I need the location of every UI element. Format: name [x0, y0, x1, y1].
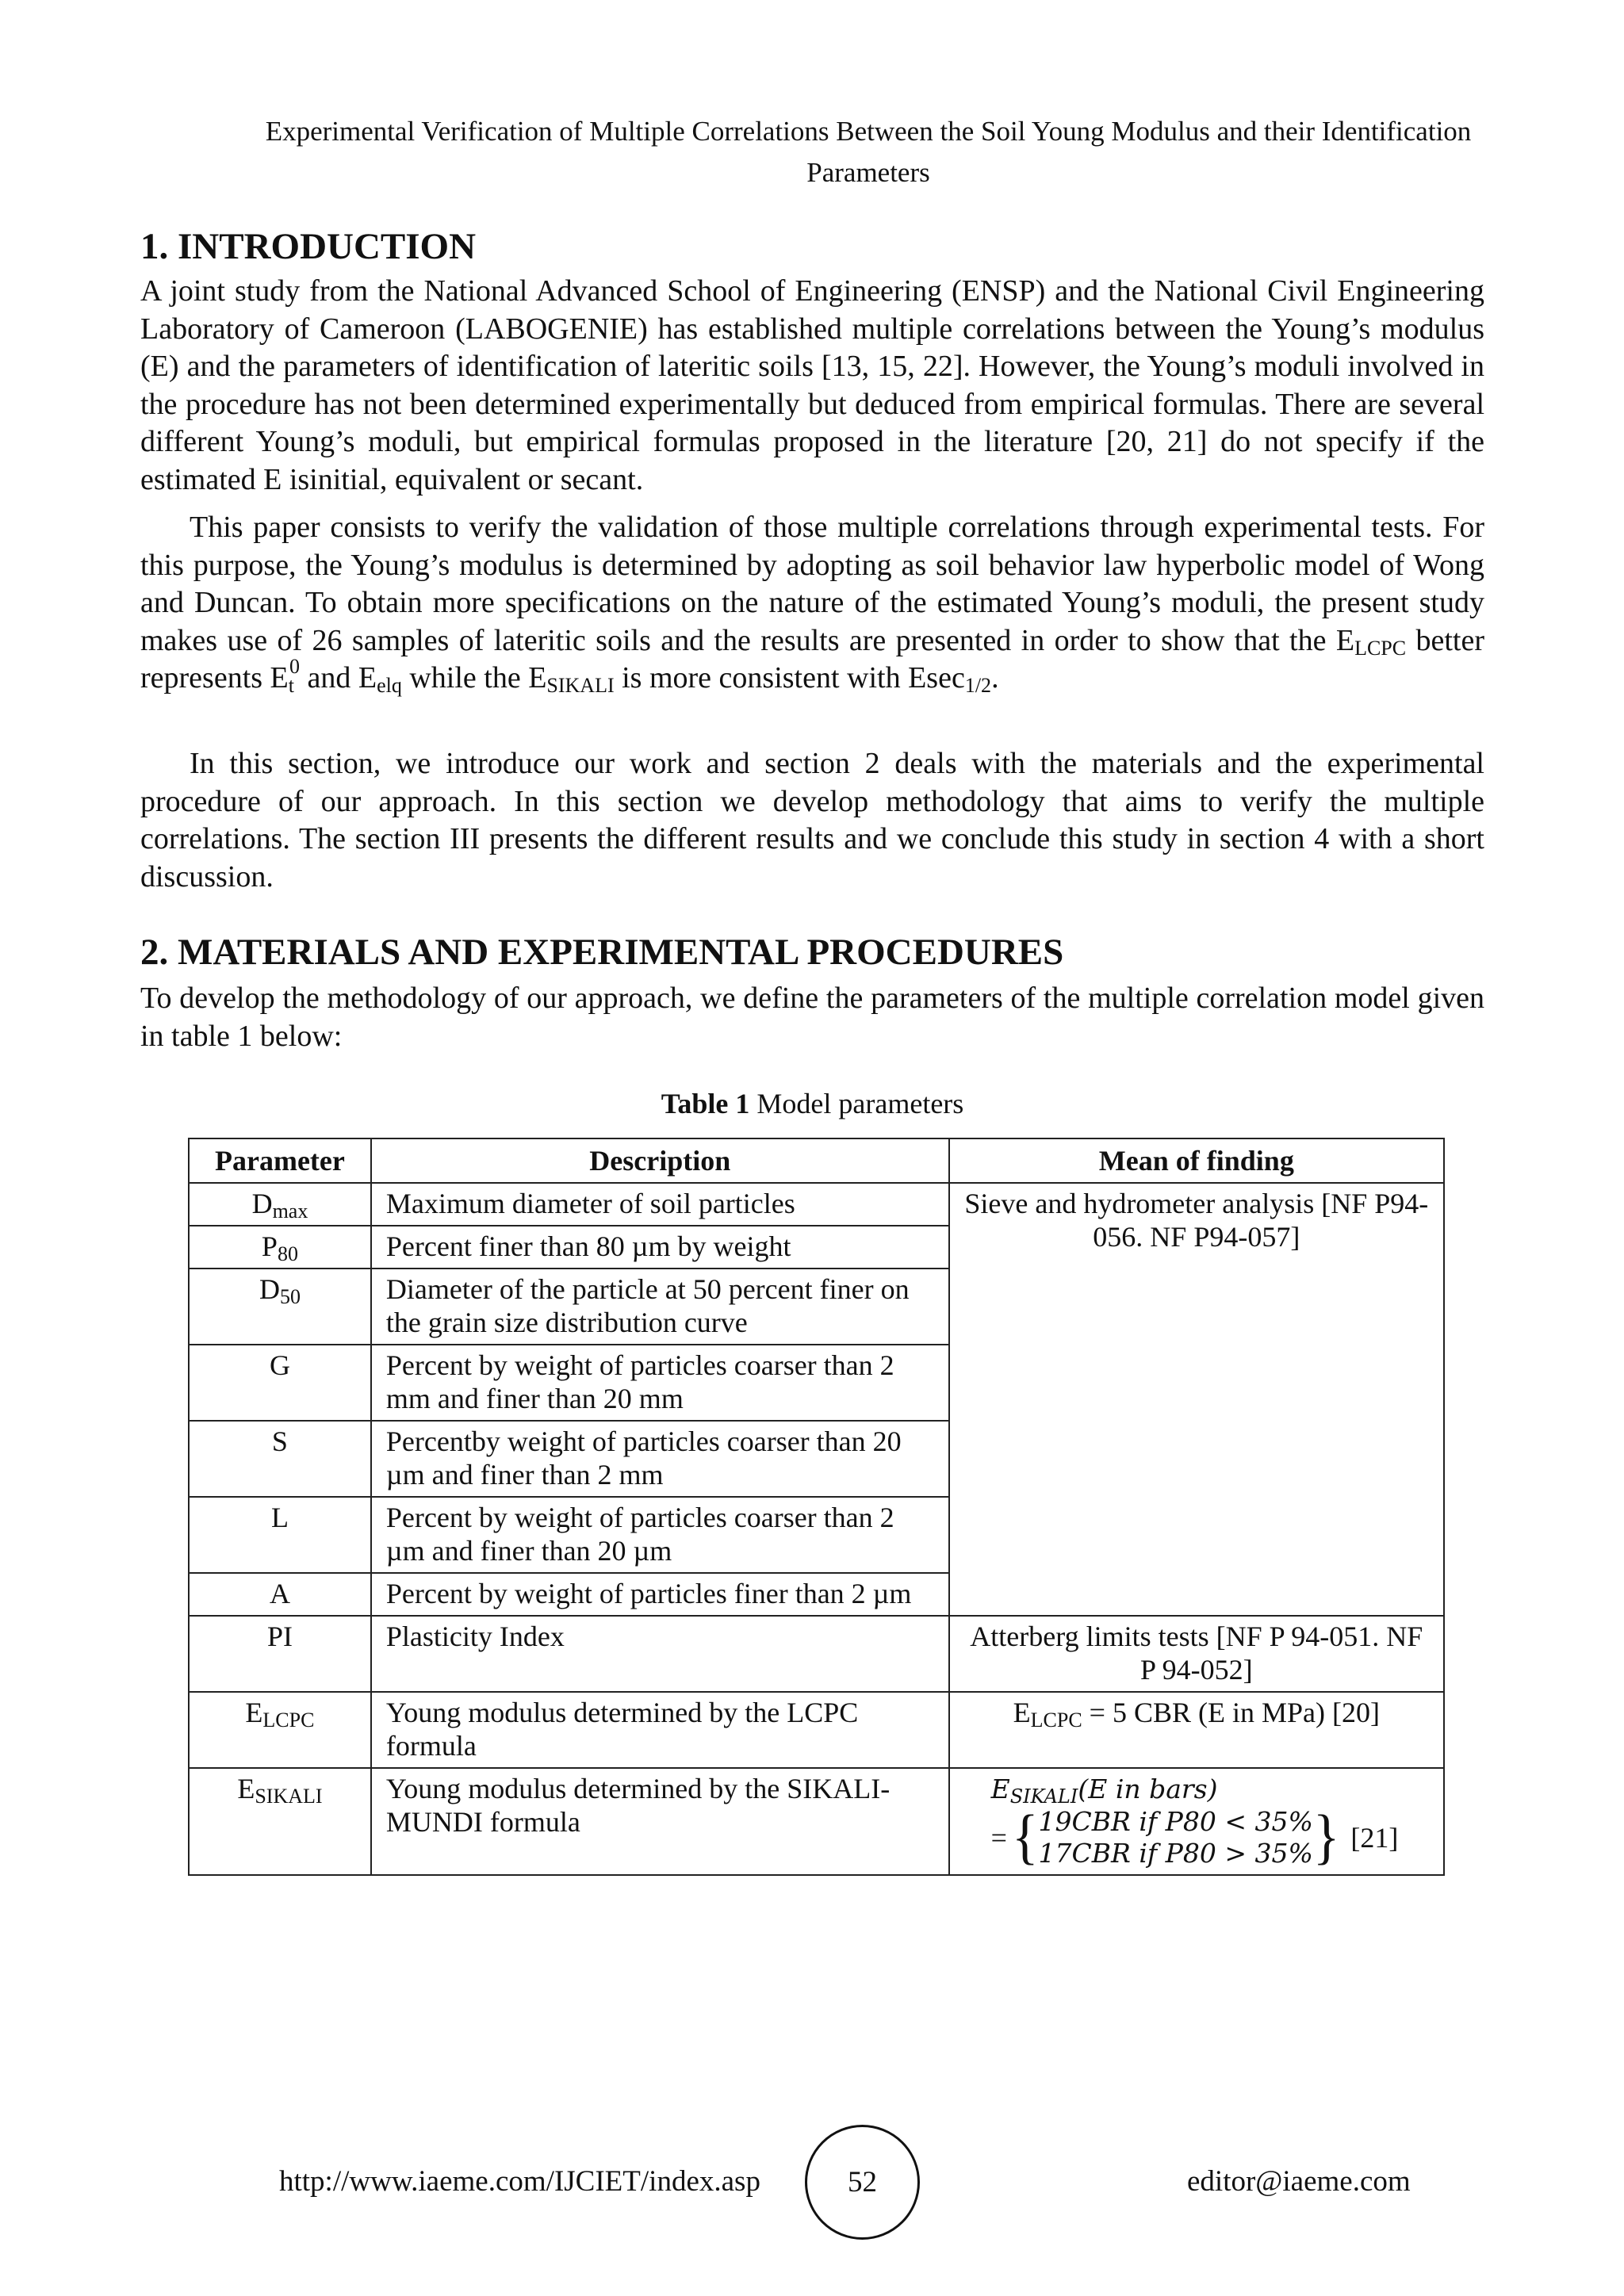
running-header-line2: Parameters [806, 157, 930, 188]
param-cell: G [189, 1345, 371, 1421]
table-caption [140, 1084, 1484, 1123]
description-cell: Plasticity Index [371, 1616, 949, 1692]
description-cell: Young modulus determined by the SIKALI-MUNDI formula [371, 1768, 949, 1875]
description-cell: Percent by weight of particles coarser than 2 µm and finer than 20 µm [371, 1497, 949, 1573]
param-cell: $P_{80}$ [189, 1226, 371, 1269]
mean-sieve-cell: Sieve and hydrometer analysis [NF P94-056. NF P94-057] [949, 1183, 1444, 1616]
right-brace-icon: } [1312, 1804, 1340, 1871]
model-parameters-table [188, 1138, 1445, 1876]
running-header-line1: Experimental Verification of Multiple Correlations Between the Soil Young Modulus and their Identification [265, 116, 1472, 147]
mean-lcpc-cell: $E_{LCPC} = 5$ CBR (E in MPa) [20] [949, 1692, 1444, 1768]
table-caption-text: Model parameters [749, 1088, 964, 1119]
page-number: 52 [805, 2125, 920, 2240]
table-row [189, 1692, 1444, 1768]
param-cell: $E_{SIKALI}$ [189, 1768, 371, 1875]
table-row [189, 1183, 1444, 1226]
mean-atterberg-cell: Atterberg limits tests [NF P 94-051. NF P 94-052] [949, 1616, 1444, 1692]
left-brace-icon: { [1011, 1804, 1039, 1871]
param-cell: PI [189, 1616, 371, 1692]
table-header-row [189, 1138, 1444, 1183]
param-cell: $D_{50}$ [189, 1269, 371, 1345]
description-cell: Percent finer than 80 µm by weight [371, 1226, 949, 1269]
description-cell: Maximum diameter of soil particles [371, 1183, 949, 1226]
header-description: Description [371, 1138, 949, 1183]
section1-title: 1. INTRODUCTION [140, 226, 477, 267]
header-parameter: Parameter [189, 1138, 371, 1183]
sikali-case-1: 19CBR if P80 < 35% [1038, 1806, 1313, 1837]
table-row [189, 1768, 1444, 1875]
footer-email-link[interactable]: editor@iaeme.com [1187, 2165, 1411, 2198]
table-row [189, 1616, 1444, 1692]
intro-paragraph-3: In this section, we introduce our work and section 2 deals with the materials and the experimental procedure of our approach. In this section we develop methodology that aims to verify the multiple correlations. The section III presents the different results and we conclude this study in section 4 with a short discussion. [140, 747, 1484, 894]
description-cell: Diameter of the particle at 50 percent finer on the grain size distribution curve [371, 1269, 949, 1345]
header-mean-of-finding: Mean of finding [949, 1138, 1444, 1183]
description-cell: Percent by weight of particles coarser than 2 mm and finer than 20 mm [371, 1345, 949, 1421]
param-cell: S [189, 1421, 371, 1497]
mean-sikali-cell [949, 1768, 1444, 1875]
intro-paragraph-1: A joint study from the National Advanced School of Engineering (ENSP) and the National Civil Engineering Laboratory of Cameroon (LABOGENIE) has established multiple correlations between the Young’s modulus (E) and the parameters of identification of lateritic soils [13, 15, 22]. However, the Young’s moduli involved in the procedure has not been determined experimentally but deduced from empirical formulas. There are several different Young’s moduli, but empirical formulas proposed in the literature [20, 21] do not specify if the estimated E isinitial, equivalent or secant. [140, 274, 1484, 496]
intro-paragraph-2: This paper consists to verify the validation of those multiple correlations through experimental tests. For this purpose, the Young’s modulus is determined by adopting as soil behavior law hyperbolic model of Wong and Duncan. To obtain more specifications on the nature of the estimated Young’s moduli, the present study makes use of 26 samples of lateritic soils and the results are presented in order to show that the $E_{LCPC}$ better represents $E_t^0$ and $E_{elq}$ while the $E_{SIKALI}$ is more consistent with Esec$_{1/2}$. [140, 511, 1484, 697]
param-cell: L [189, 1497, 371, 1573]
section2-title: 2. MATERIALS AND EXPERIMENTAL PROCEDURES [140, 932, 1064, 973]
materials-paragraph-1: To develop the methodology of our approach, we define the parameters of the multiple correlation model given in table 1 below: [140, 982, 1484, 1053]
description-cell: Percent by weight of particles finer than 2 µm [371, 1573, 949, 1616]
description-cell: Young modulus determined by the LCPC formula [371, 1692, 949, 1768]
running-header [190, 111, 1546, 193]
description-cell: Percentby weight of particles coarser than 20 µm and finer than 2 mm [371, 1421, 949, 1497]
sikali-case-2: 17CBR if P80 > 35% [1038, 1838, 1313, 1869]
footer-url-link[interactable]: http://www.iaeme.com/IJCIET/index.asp [279, 2165, 760, 2198]
sikali-equation-lhs: $E_{SIKALI}(E$ in bars) [990, 1774, 1218, 1808]
sikali-reference: [21] [1350, 1822, 1399, 1854]
param-cell: $D_{max}$ [189, 1183, 371, 1226]
param-cell: $E_{LCPC}$ [189, 1692, 371, 1768]
table-caption-label: Table 1 [661, 1088, 750, 1119]
param-cell: A [189, 1573, 371, 1616]
sikali-equation-cases: = { 19CBR if P80 < 35% 17CBR if P80 > 35% } [21] [990, 1804, 1399, 1871]
